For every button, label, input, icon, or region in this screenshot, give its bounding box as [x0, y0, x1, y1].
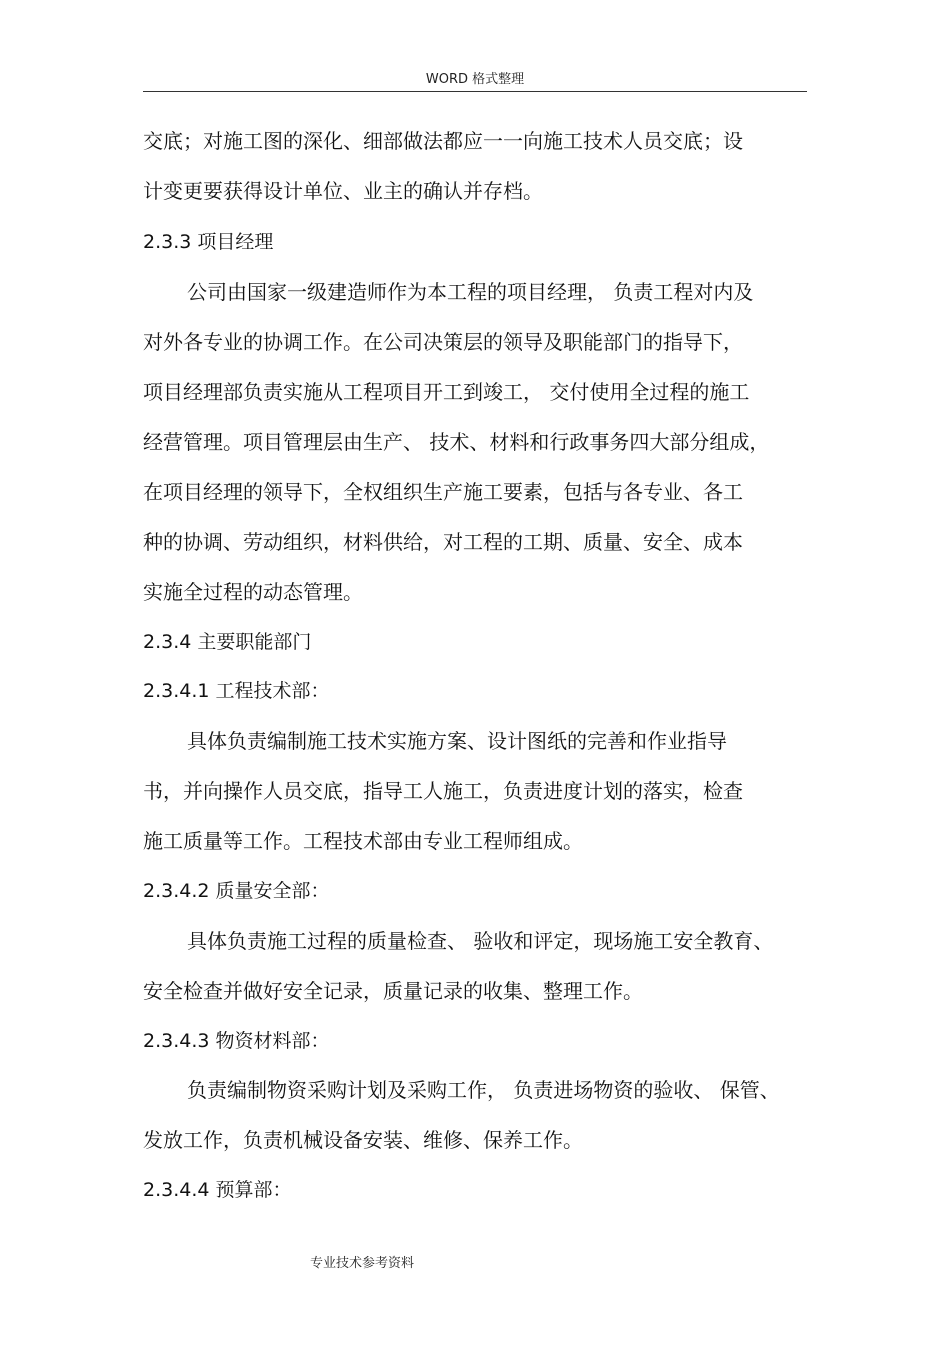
section-heading: 2.3.3 项目经理	[143, 231, 274, 253]
section-heading: 2.3.4.3 物资材料部：	[143, 1030, 330, 1052]
body-line: 施工质量等工作。工程技术部由专业工程师组成。	[143, 829, 583, 853]
body-line: 发放工作，负责机械设备安装、维修、保养工作。	[143, 1128, 583, 1152]
body-line: 经营管理。项目管理层由生产、 技术、材料和行政事务四大部分组成，	[143, 430, 770, 454]
body-line: 安全检查并做好安全记录，质量记录的收集、整理工作。	[143, 979, 643, 1003]
body-line: 负责编制物资采购计划及采购工作， 负责进场物资的验收、 保管、	[187, 1078, 780, 1102]
header-divider	[143, 91, 807, 92]
body-line: 具体负责编制施工技术实施方案、设计图纸的完善和作业指导	[187, 729, 727, 753]
body-line: 公司由国家一级建造师作为本工程的项目经理， 负责工程对内及	[187, 280, 754, 304]
section-heading: 2.3.4 主要职能部门	[143, 631, 312, 653]
body-line: 实施全过程的动态管理。	[143, 580, 363, 604]
body-line: 种的协调、劳动组织，材料供给，对工程的工期、质量、安全、成本	[143, 530, 743, 554]
section-heading: 2.3.4.4 预算部：	[143, 1179, 292, 1201]
body-line: 项目经理部负责实施从工程项目开工到竣工， 交付使用全过程的施工	[143, 380, 750, 404]
section-heading: 2.3.4.2 质量安全部：	[143, 880, 330, 902]
page-header: WORD 格式整理	[425, 72, 525, 87]
page-footer: 专业技术参考资料	[310, 1256, 415, 1271]
body-line: 计变更要获得设计单位、业主的确认并存档。	[143, 179, 543, 203]
body-line: 对外各专业的协调工作。在公司决策层的领导及职能部门的指导下，	[143, 330, 743, 354]
body-line: 书，并向操作人员交底，指导工人施工，负责进度计划的落实，检查	[143, 779, 743, 803]
body-line: 交底；对施工图的深化、细部做法都应一一向施工技术人员交底；设	[143, 129, 743, 153]
body-line: 在项目经理的领导下，全权组织生产施工要素，包括与各专业、各工	[143, 480, 743, 504]
body-line: 具体负责施工过程的质量检查、 验收和评定，现场施工安全教育、	[187, 929, 774, 953]
section-heading: 2.3.4.1 工程技术部：	[143, 680, 330, 702]
